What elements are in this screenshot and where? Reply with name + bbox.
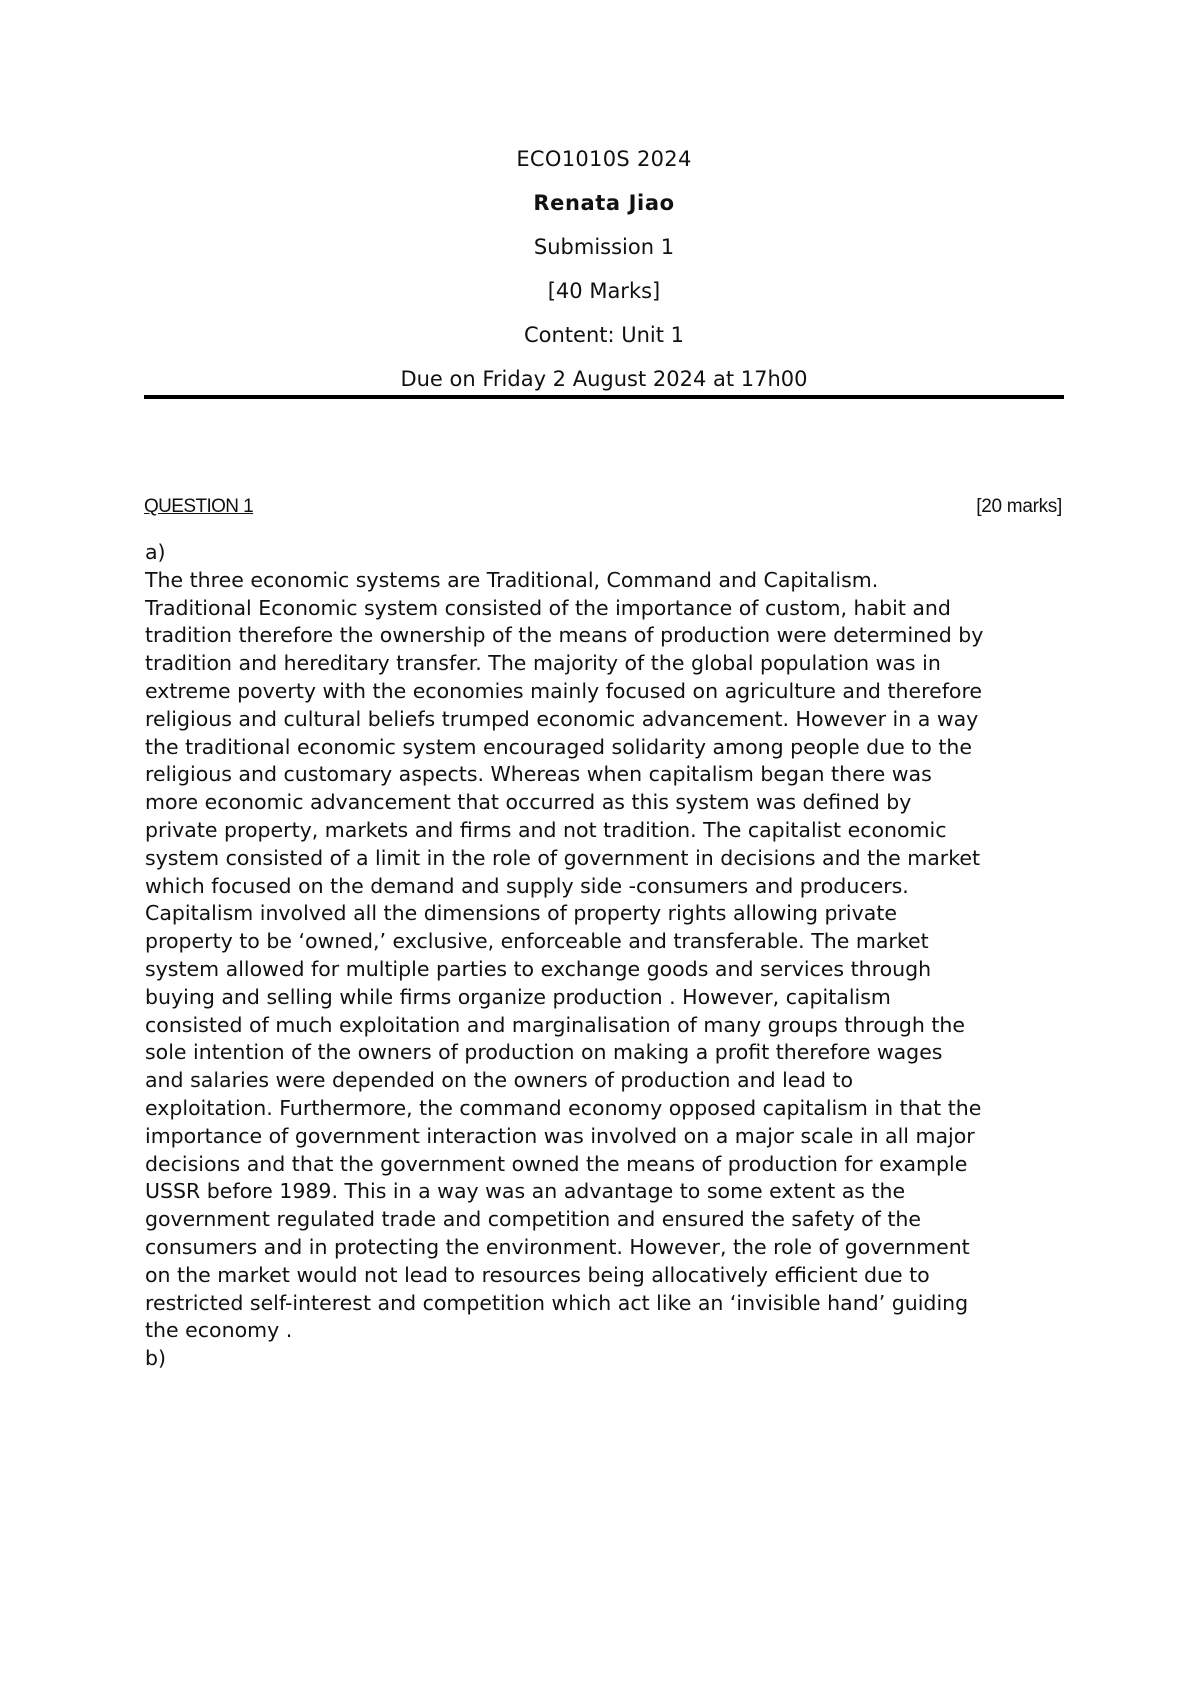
- body-line: private property, markets and firms and not tradition. The capitalist economic: [145, 817, 947, 842]
- body-line: on the market would not lead to resources being allocatively efficient due to: [145, 1262, 930, 1287]
- body-line: tradition therefore the ownership of the means of production were determined by: [145, 623, 984, 648]
- body-line: buying and selling while firms organize production . However, capitalism: [145, 984, 891, 1009]
- body-line: which focused on the demand and supply side -consumers and producers.: [145, 873, 909, 898]
- body-line: b): [145, 1346, 167, 1371]
- body-line: a): [145, 540, 166, 564]
- header-divider: [144, 395, 1064, 399]
- body-line: consumers and in protecting the environment. However, the role of government: [145, 1234, 970, 1259]
- body-line: The three economic systems are Traditional, Command and Capitalism.: [145, 567, 879, 592]
- body-line: tradition and hereditary transfer. The majority of the global population was in: [145, 651, 941, 676]
- body-line: system allowed for multiple parties to exchange goods and services through: [145, 956, 932, 981]
- body-line: restricted self-interest and competition which act like an ‘invisible hand’ guiding: [145, 1290, 969, 1315]
- due-date: Due on Friday 2 August 2024 at 17h00: [400, 367, 808, 391]
- body-line: consisted of much exploitation and marginalisation of many groups through the: [145, 1012, 966, 1037]
- body-line: system consisted of a limit in the role of government in decisions and the market: [145, 845, 981, 870]
- question-marks: [20 marks]: [976, 496, 1062, 517]
- body-line: the traditional economic system encouraged solidarity among people due to the: [145, 734, 973, 759]
- body-line: Capitalism involved all the dimensions of property rights allowing private: [145, 901, 897, 926]
- body-line: exploitation. Furthermore, the command economy opposed capitalism in that the: [145, 1095, 982, 1120]
- body-line: more economic advancement that occurred as this system was defined by: [145, 790, 912, 815]
- question-title: QUESTION 1: [144, 496, 254, 517]
- body-line: sole intention of the owners of production on making a profit therefore wages: [145, 1040, 943, 1065]
- body-line: property to be ‘owned,’ exclusive, enforceable and transferable. The market: [145, 929, 929, 954]
- body-line: extreme poverty with the economies mainly focused on agriculture and therefore: [145, 678, 983, 703]
- author-name: Renata Jiao: [533, 191, 675, 215]
- content-label: Content: Unit 1: [523, 323, 685, 347]
- body-line: decisions and that the government owned the means of production for example: [145, 1151, 968, 1176]
- body-line: government regulated trade and competition and ensured the safety of the: [145, 1207, 922, 1232]
- answer-body: [145, 539, 1075, 1373]
- body-line: Traditional Economic system consisted of the importance of custom, habit and: [145, 595, 951, 620]
- body-line: and salaries were depended on the owners of production and lead to: [145, 1068, 854, 1093]
- question-heading: [144, 494, 1062, 520]
- body-line: religious and customary aspects. Whereas when capitalism began there was: [145, 762, 932, 787]
- body-line: USSR before 1989. This in a way was an advantage to some extent as the: [145, 1179, 906, 1204]
- total-marks: [40 Marks]: [547, 279, 661, 303]
- course-code: ECO1010S 2024: [516, 147, 692, 171]
- body-line: religious and cultural beliefs trumped economic advancement. However in a way: [145, 706, 979, 731]
- body-line: the economy .: [145, 1318, 293, 1343]
- submission-label: Submission 1: [533, 235, 675, 259]
- body-line: importance of government interaction was involved on a major scale in all major: [145, 1123, 975, 1148]
